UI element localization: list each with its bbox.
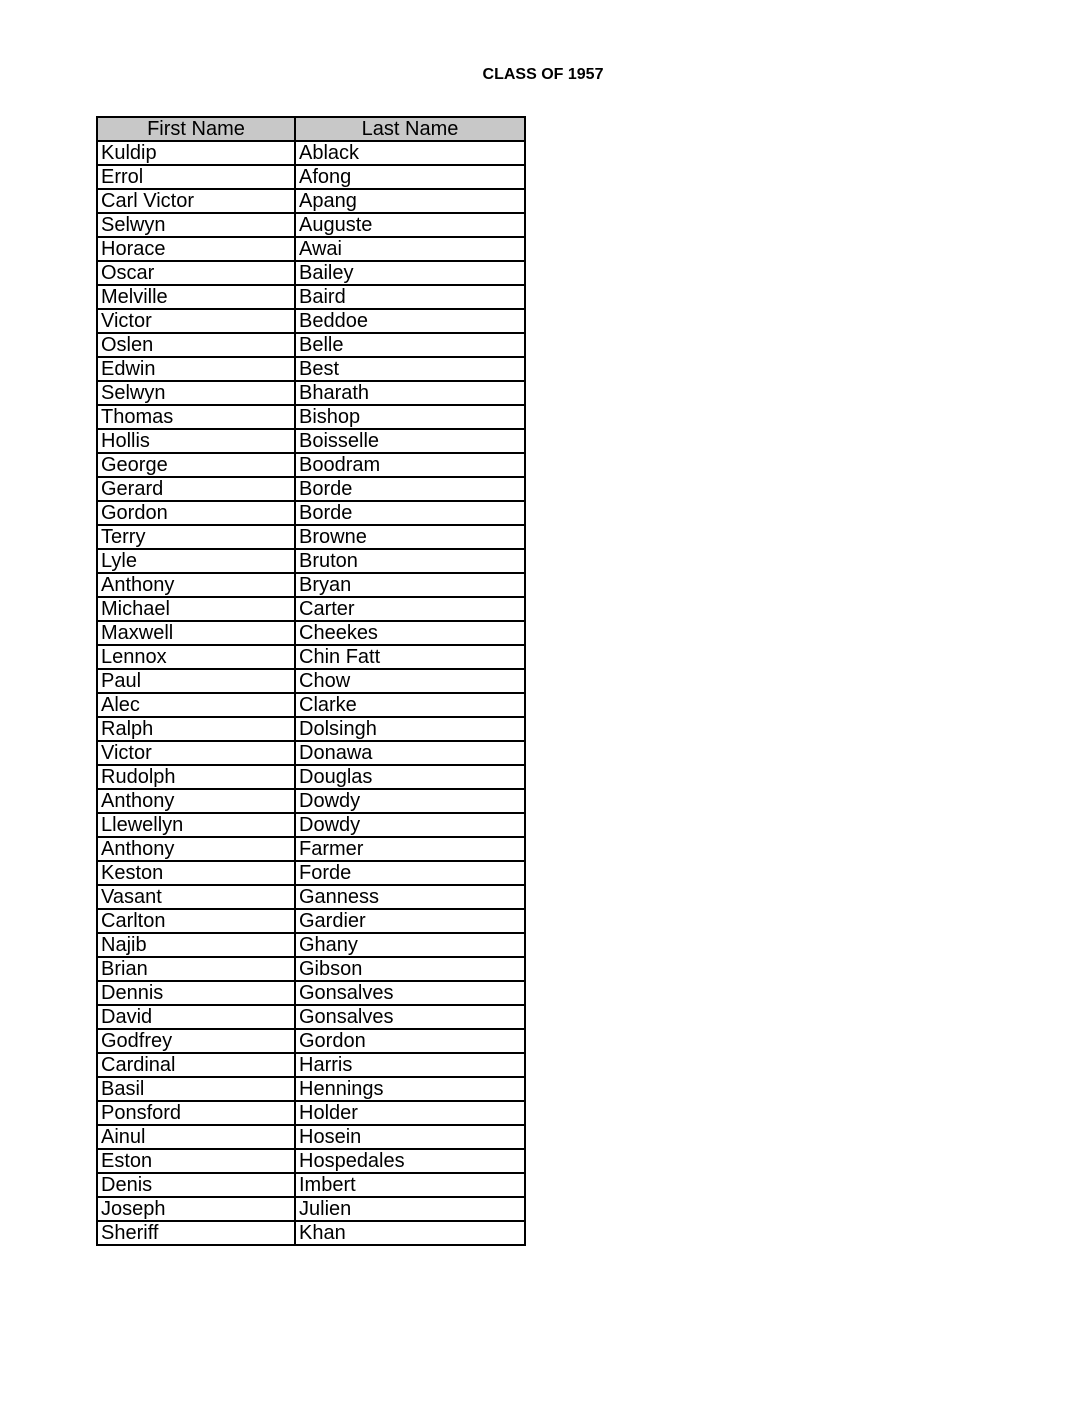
last-name-cell: Bharath bbox=[295, 381, 525, 405]
table-row bbox=[97, 405, 525, 429]
column-header-first-name: First Name bbox=[97, 117, 295, 141]
table-row bbox=[97, 549, 525, 573]
last-name-cell: Cheekes bbox=[295, 621, 525, 645]
last-name-cell: Afong bbox=[295, 165, 525, 189]
table-row bbox=[97, 1149, 525, 1173]
first-name-cell: Ainul bbox=[97, 1125, 295, 1149]
first-name-cell: Oscar bbox=[97, 261, 295, 285]
last-name-cell: Hennings bbox=[295, 1077, 525, 1101]
first-name-cell: Kuldip bbox=[97, 141, 295, 165]
last-name-cell: Farmer bbox=[295, 837, 525, 861]
first-name-cell: Oslen bbox=[97, 333, 295, 357]
table-row bbox=[97, 453, 525, 477]
first-name-cell: Selwyn bbox=[97, 381, 295, 405]
first-name-cell: Basil bbox=[97, 1077, 295, 1101]
first-name-cell: Najib bbox=[97, 933, 295, 957]
last-name-cell: Borde bbox=[295, 501, 525, 525]
table-row bbox=[97, 141, 525, 165]
last-name-cell: Boodram bbox=[295, 453, 525, 477]
table-row bbox=[97, 909, 525, 933]
first-name-cell: Dennis bbox=[97, 981, 295, 1005]
table-row bbox=[97, 429, 525, 453]
last-name-cell: Forde bbox=[295, 861, 525, 885]
table-row bbox=[97, 861, 525, 885]
last-name-cell: Imbert bbox=[295, 1173, 525, 1197]
last-name-cell: Bruton bbox=[295, 549, 525, 573]
last-name-cell: Browne bbox=[295, 525, 525, 549]
first-name-cell: Errol bbox=[97, 165, 295, 189]
last-name-cell: Douglas bbox=[295, 765, 525, 789]
table-row bbox=[97, 189, 525, 213]
table-row bbox=[97, 1101, 525, 1125]
first-name-cell: Joseph bbox=[97, 1197, 295, 1221]
first-name-cell: Horace bbox=[97, 237, 295, 261]
table-row bbox=[97, 1053, 525, 1077]
table-row bbox=[97, 1029, 525, 1053]
last-name-cell: Best bbox=[295, 357, 525, 381]
table-row bbox=[97, 573, 525, 597]
table-row bbox=[97, 789, 525, 813]
table-row bbox=[97, 165, 525, 189]
first-name-cell: Cardinal bbox=[97, 1053, 295, 1077]
first-name-cell: Ponsford bbox=[97, 1101, 295, 1125]
first-name-cell: Vasant bbox=[97, 885, 295, 909]
last-name-cell: Dowdy bbox=[295, 813, 525, 837]
last-name-cell: Dolsingh bbox=[295, 717, 525, 741]
table-row bbox=[97, 309, 525, 333]
last-name-cell: Khan bbox=[295, 1221, 525, 1245]
table-row bbox=[97, 1221, 525, 1245]
first-name-cell: Ralph bbox=[97, 717, 295, 741]
first-name-cell: Edwin bbox=[97, 357, 295, 381]
first-name-cell: Carlton bbox=[97, 909, 295, 933]
first-name-cell: Anthony bbox=[97, 789, 295, 813]
first-name-cell: Lennox bbox=[97, 645, 295, 669]
page-title bbox=[0, 66, 1086, 84]
table-row bbox=[97, 837, 525, 861]
last-name-cell: Awai bbox=[295, 237, 525, 261]
table-row bbox=[97, 933, 525, 957]
table-row bbox=[97, 813, 525, 837]
first-name-cell: Gordon bbox=[97, 501, 295, 525]
table-row bbox=[97, 1077, 525, 1101]
first-name-cell: George bbox=[97, 453, 295, 477]
column-header-last-name: Last Name bbox=[295, 117, 525, 141]
table-row bbox=[97, 213, 525, 237]
last-name-cell: Donawa bbox=[295, 741, 525, 765]
roster-body bbox=[97, 141, 525, 1245]
first-name-cell: Thomas bbox=[97, 405, 295, 429]
last-name-cell: Holder bbox=[295, 1101, 525, 1125]
first-name-cell: Terry bbox=[97, 525, 295, 549]
table-row bbox=[97, 501, 525, 525]
first-name-cell: Victor bbox=[97, 741, 295, 765]
first-name-cell: Sheriff bbox=[97, 1221, 295, 1245]
first-name-cell: Lyle bbox=[97, 549, 295, 573]
table-row bbox=[97, 381, 525, 405]
last-name-cell: Baird bbox=[295, 285, 525, 309]
last-name-cell: Bishop bbox=[295, 405, 525, 429]
table-row bbox=[97, 525, 525, 549]
last-name-cell: Ablack bbox=[295, 141, 525, 165]
last-name-cell: Auguste bbox=[295, 213, 525, 237]
table-row bbox=[97, 741, 525, 765]
first-name-cell: Carl Victor bbox=[97, 189, 295, 213]
table-row bbox=[97, 669, 525, 693]
first-name-cell: Maxwell bbox=[97, 621, 295, 645]
table-row bbox=[97, 333, 525, 357]
last-name-cell: Gonsalves bbox=[295, 981, 525, 1005]
last-name-cell: Gonsalves bbox=[295, 1005, 525, 1029]
first-name-cell: Llewellyn bbox=[97, 813, 295, 837]
last-name-cell: Beddoe bbox=[295, 309, 525, 333]
table-row bbox=[97, 285, 525, 309]
first-name-cell: Gerard bbox=[97, 477, 295, 501]
last-name-cell: Apang bbox=[295, 189, 525, 213]
first-name-cell: Denis bbox=[97, 1173, 295, 1197]
last-name-cell: Chin Fatt bbox=[295, 645, 525, 669]
last-name-cell: Dowdy bbox=[295, 789, 525, 813]
table-row bbox=[97, 597, 525, 621]
page-title-text: CLASS OF 1957 bbox=[482, 66, 604, 83]
last-name-cell: Julien bbox=[295, 1197, 525, 1221]
first-name-cell: Rudolph bbox=[97, 765, 295, 789]
header-row bbox=[97, 117, 525, 141]
class-roster-table bbox=[96, 116, 526, 1246]
last-name-cell: Borde bbox=[295, 477, 525, 501]
table-row bbox=[97, 1197, 525, 1221]
table-row bbox=[97, 237, 525, 261]
last-name-cell: Boisselle bbox=[295, 429, 525, 453]
first-name-cell: Alec bbox=[97, 693, 295, 717]
table-row bbox=[97, 1125, 525, 1149]
last-name-cell: Ganness bbox=[295, 885, 525, 909]
last-name-cell: Gardier bbox=[295, 909, 525, 933]
table-row bbox=[97, 261, 525, 285]
last-name-cell: Bryan bbox=[295, 573, 525, 597]
last-name-cell: Clarke bbox=[295, 693, 525, 717]
first-name-cell: David bbox=[97, 1005, 295, 1029]
first-name-cell: Keston bbox=[97, 861, 295, 885]
table-row bbox=[97, 885, 525, 909]
last-name-cell: Hosein bbox=[295, 1125, 525, 1149]
last-name-cell: Bailey bbox=[295, 261, 525, 285]
first-name-cell: Paul bbox=[97, 669, 295, 693]
table-row bbox=[97, 765, 525, 789]
table-row bbox=[97, 957, 525, 981]
table-row bbox=[97, 1005, 525, 1029]
table-row bbox=[97, 621, 525, 645]
first-name-cell: Melville bbox=[97, 285, 295, 309]
last-name-cell: Harris bbox=[295, 1053, 525, 1077]
last-name-cell: Gibson bbox=[295, 957, 525, 981]
first-name-cell: Hollis bbox=[97, 429, 295, 453]
first-name-cell: Eston bbox=[97, 1149, 295, 1173]
table-row bbox=[97, 1173, 525, 1197]
table-row bbox=[97, 717, 525, 741]
table-row bbox=[97, 357, 525, 381]
first-name-cell: Selwyn bbox=[97, 213, 295, 237]
first-name-cell: Brian bbox=[97, 957, 295, 981]
first-name-cell: Michael bbox=[97, 597, 295, 621]
table-row bbox=[97, 477, 525, 501]
first-name-cell: Godfrey bbox=[97, 1029, 295, 1053]
last-name-cell: Gordon bbox=[295, 1029, 525, 1053]
first-name-cell: Anthony bbox=[97, 837, 295, 861]
table-row bbox=[97, 645, 525, 669]
last-name-cell: Hospedales bbox=[295, 1149, 525, 1173]
table-row bbox=[97, 981, 525, 1005]
first-name-cell: Anthony bbox=[97, 573, 295, 597]
table-row bbox=[97, 693, 525, 717]
first-name-cell: Victor bbox=[97, 309, 295, 333]
last-name-cell: Ghany bbox=[295, 933, 525, 957]
last-name-cell: Belle bbox=[295, 333, 525, 357]
last-name-cell: Carter bbox=[295, 597, 525, 621]
last-name-cell: Chow bbox=[295, 669, 525, 693]
